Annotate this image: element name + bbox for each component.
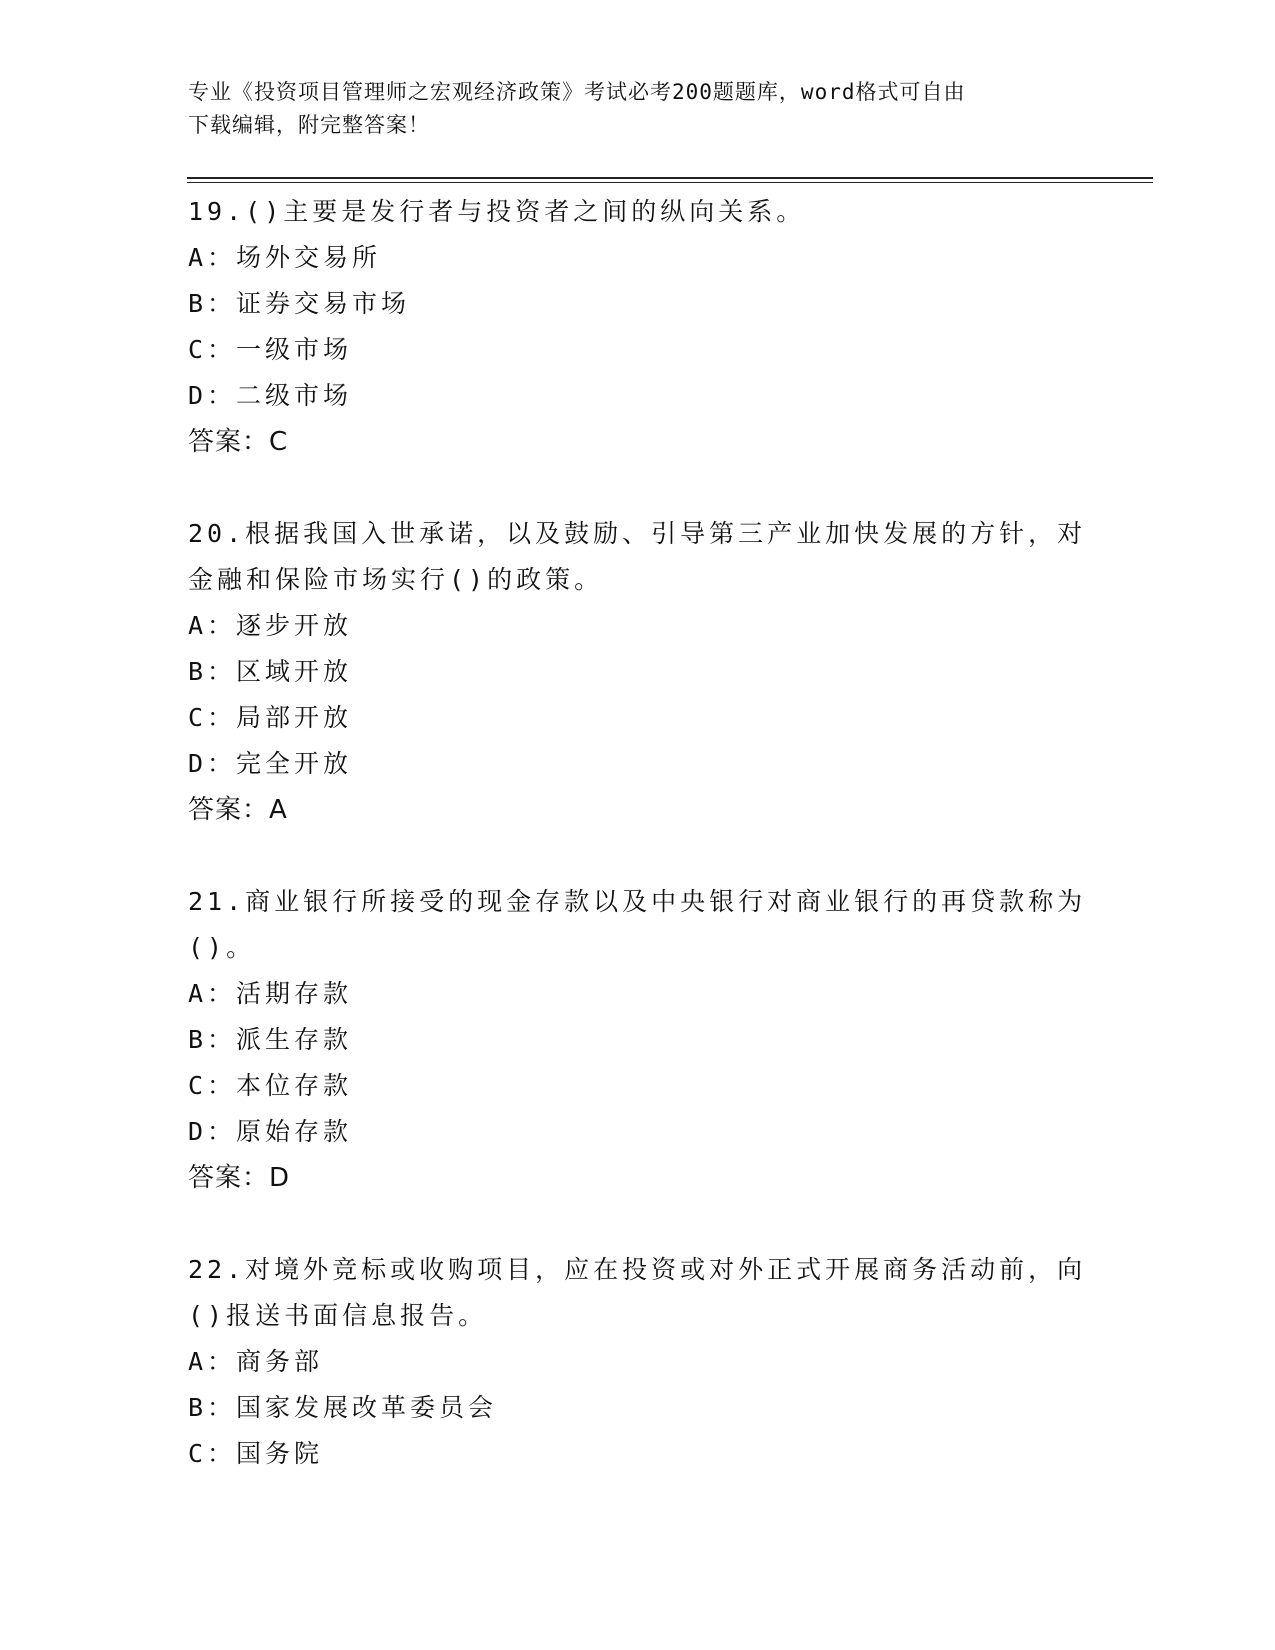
question-stem-line-2: 金融和保险市场实行()的政策。 <box>188 565 604 594</box>
question-stem: 19.()主要是发行者与投资者之间的纵向关系。 <box>188 197 806 226</box>
question-stem-line-2: ()。 <box>188 933 256 962</box>
option-d: D：二级市场 <box>188 381 353 410</box>
question-stem-line-1: 22.对境外竞标或收购项目，应在投资或对外正式开展商务活动前，向 <box>188 1255 1087 1284</box>
header-line-1: 专业《投资项目管理师之宏观经济政策》考试必考200题题库，word格式可自由 <box>188 80 966 104</box>
option-d: D：原始存款 <box>188 1117 353 1146</box>
option-b: B：国家发展改革委员会 <box>188 1393 498 1422</box>
option-d: D：完全开放 <box>188 749 353 778</box>
question-stem-line-1: 20.根据我国入世承诺，以及鼓励、引导第三产业加快发展的方针，对 <box>188 519 1087 548</box>
option-a: A：商务部 <box>188 1347 324 1376</box>
option-c: C：局部开放 <box>188 703 353 732</box>
option-a: A：场外交易所 <box>188 243 382 272</box>
option-b: B：派生存款 <box>188 1025 353 1054</box>
header-rule-thick <box>187 177 1153 179</box>
option-c: C：本位存款 <box>188 1071 353 1100</box>
question-list <box>188 189 1088 1477</box>
option-b: B：区域开放 <box>188 657 353 686</box>
option-c: C：一级市场 <box>188 335 353 364</box>
question-21 <box>188 879 1088 1201</box>
answer: 答案：C <box>188 427 289 457</box>
question-stem-line-1: 21.商业银行所接受的现金存款以及中央银行对商业银行的再贷款称为 <box>188 887 1087 916</box>
document-header <box>188 76 1088 142</box>
question-19 <box>188 189 1088 465</box>
option-c: C：国务院 <box>188 1439 324 1468</box>
question-22 <box>188 1247 1088 1477</box>
question-20 <box>188 511 1088 833</box>
answer: 答案：D <box>188 1163 291 1193</box>
option-a: A：活期存款 <box>188 979 353 1008</box>
option-b: B：证券交易市场 <box>188 289 411 318</box>
option-a: A：逐步开放 <box>188 611 353 640</box>
question-stem-line-2: ()报送书面信息报告。 <box>188 1301 488 1330</box>
header-line-2: 下载编辑，附完整答案！ <box>188 113 430 137</box>
answer: 答案：A <box>188 795 288 825</box>
header-rule-thin <box>187 182 1153 183</box>
